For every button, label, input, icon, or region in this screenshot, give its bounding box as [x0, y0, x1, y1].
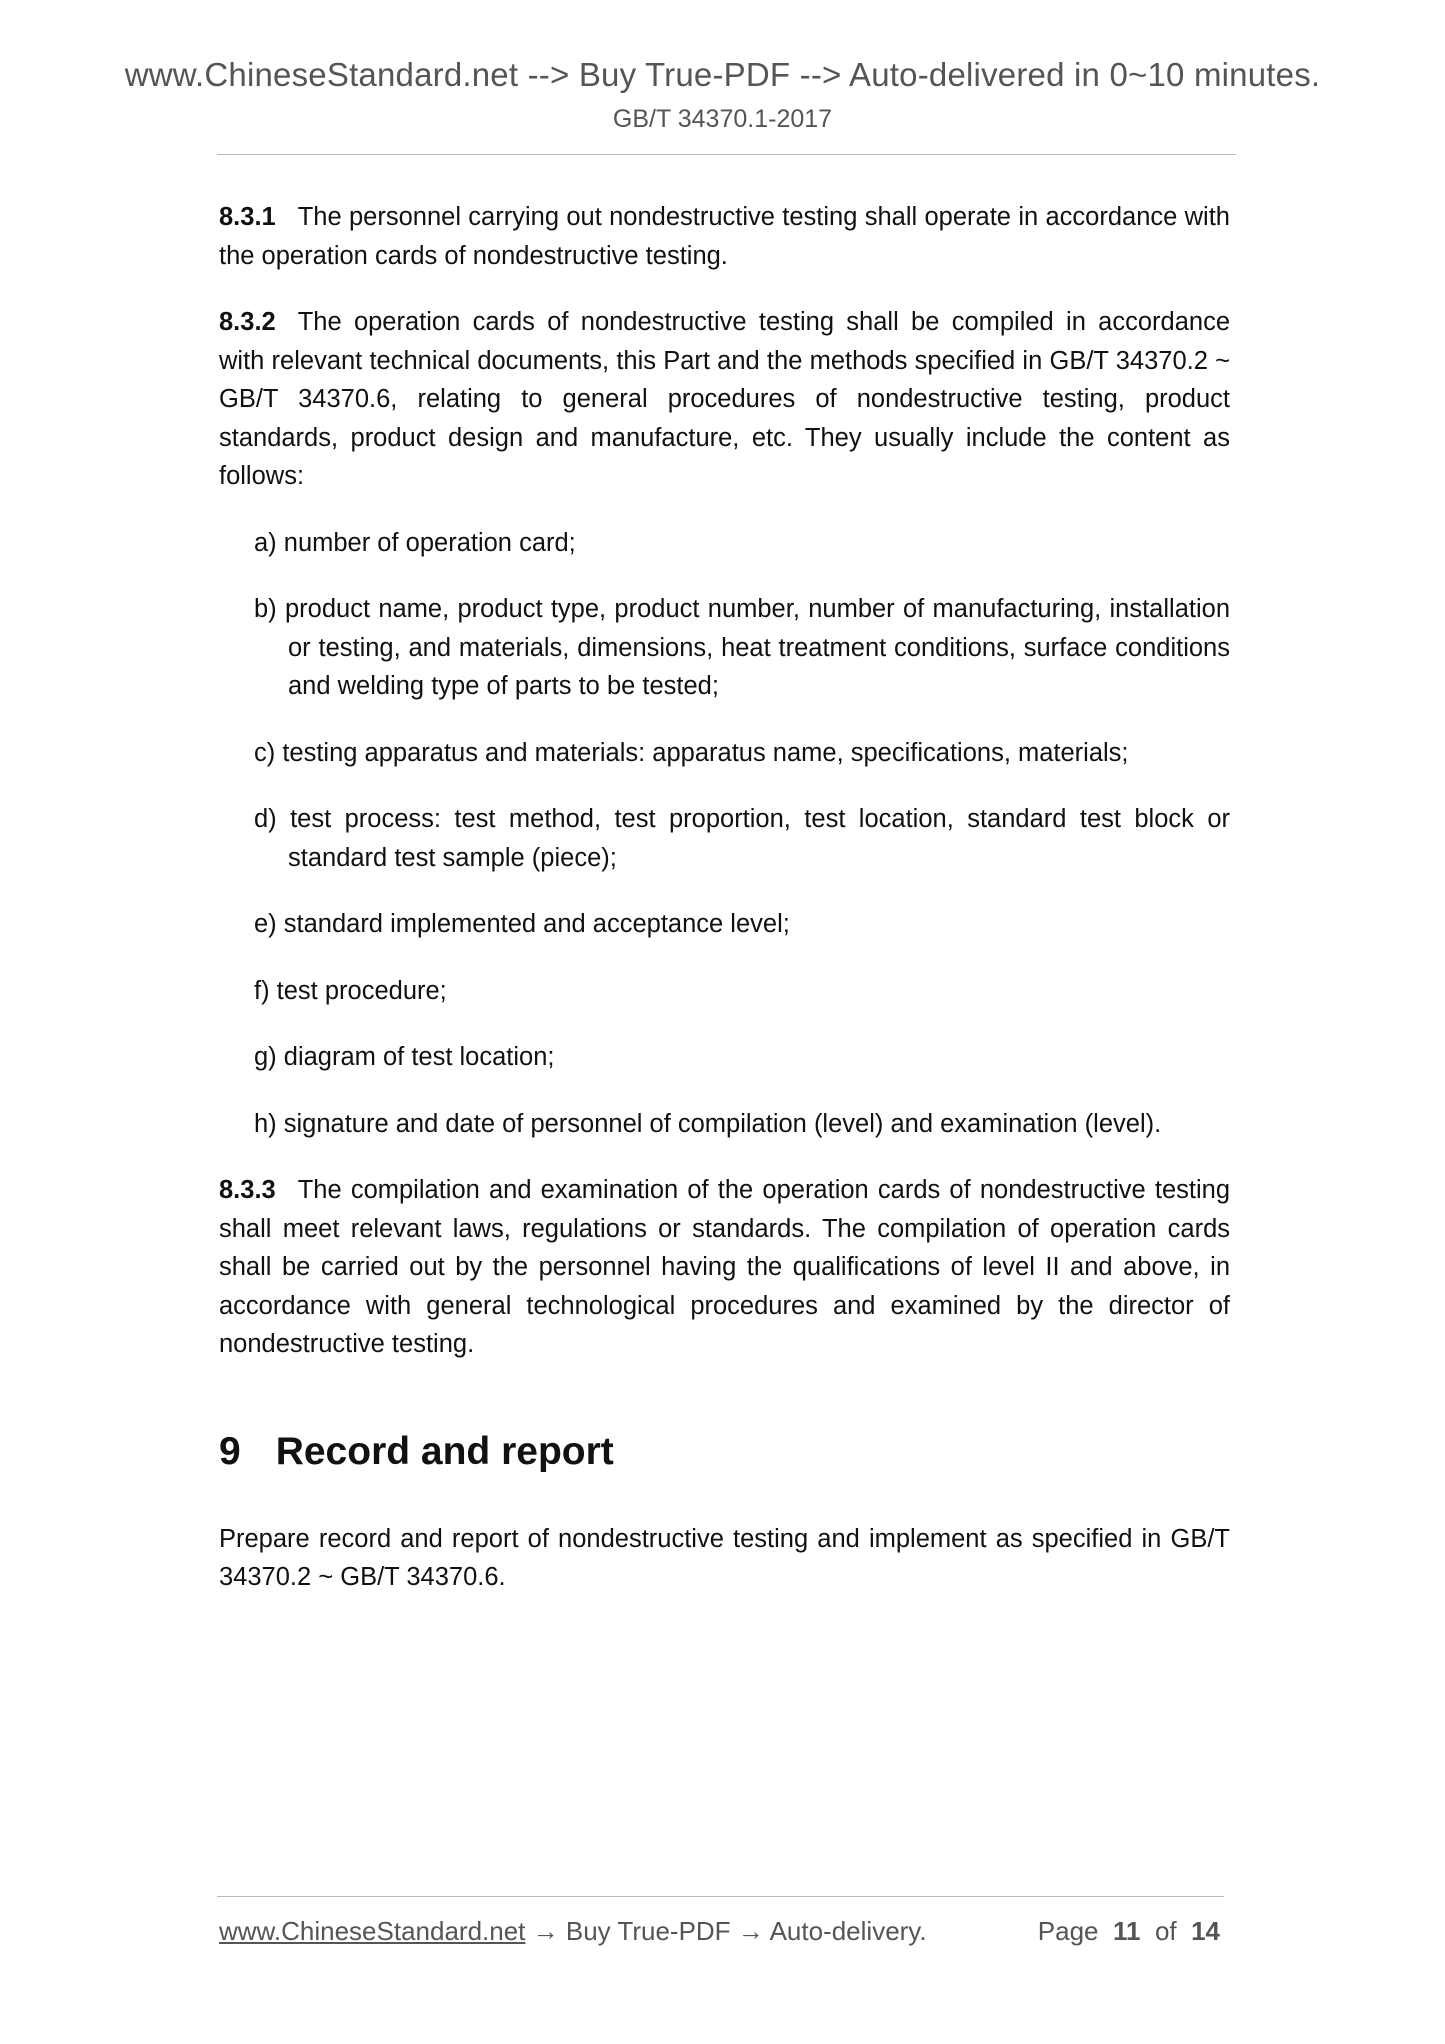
section-title: Record and report [275, 1429, 614, 1473]
clause-8-3-3 [219, 1171, 1230, 1364]
clause-number: 8.3.3 [219, 1176, 276, 1204]
section-9-heading [219, 1428, 1230, 1476]
operation-card-content-list [219, 524, 1230, 1144]
header-divider [217, 154, 1236, 155]
list-item: d) test process: test method, test proportion, test location, standard test block or standard test sample (piece); [254, 805, 1230, 872]
standard-code: GB/T 34370.1-2017 [612, 105, 833, 133]
clause-text: The operation cards of nondestructive testing shall be compiled in accordance with relevant technical documents, this Part and the methods specified in GB/T 34370.2 ~ GB/T 34370.6, relating to general procedures of nondestructive testing, product standards, product design and manufacture, etc. They usually include the content as follows: [219, 308, 1230, 490]
clause-8-3-2 [219, 303, 1230, 496]
section-9-text: Prepare record and report of nondestructive testing and implement as specified in GB/T 34370.2 ~ GB/T 34370.6. [219, 1524, 1230, 1591]
footer-divider [217, 1896, 1224, 1897]
footer-site-link[interactable]: www.ChineseStandard.net [219, 1916, 526, 1946]
list-item: f) test procedure; [254, 976, 447, 1005]
clause-8-3-1 [219, 198, 1230, 275]
clause-number: 8.3.1 [219, 203, 276, 231]
list-item: b) product name, product type, product number, number of manufacturing, installation or testing, and materials, dimensions, heat treatment conditions, surface conditions and welding type of parts to be tested; [254, 595, 1230, 700]
document-body [219, 198, 1230, 1625]
page-total: 14 [1191, 1916, 1220, 1946]
clause-text: The compilation and examination of the operation cards of nondestructive testing shall meet relevant laws, regulations or standards. The compilation of operation cards shall be carried out by the personnel having the qualifications of level II and above, in accordance with general technological procedures and examined by the director of nondestructive testing. [219, 1176, 1230, 1358]
page-indicator [1038, 1916, 1220, 1947]
page-footer [219, 1916, 1224, 1947]
page-of-label: of [1154, 1916, 1177, 1946]
list-item: a) number of operation card; [254, 528, 576, 557]
page-label: Page [1037, 1916, 1099, 1946]
list-item: c) testing apparatus and materials: apparatus name, specifications, materials; [254, 738, 1129, 767]
section-number: 9 [219, 1429, 241, 1473]
list-item: g) diagram of test location; [254, 1043, 555, 1071]
list-item: e) standard implemented and acceptance level; [254, 910, 790, 938]
clause-number: 8.3.2 [219, 308, 276, 336]
header-banner: www.ChineseStandard.net --> Buy True-PDF --> Auto-delivered in 0~10 minutes. [124, 56, 1321, 93]
list-item: h) signature and date of personnel of compilation (level) and examination (level). [254, 1109, 1162, 1138]
page-current: 11 [1112, 1916, 1141, 1946]
clause-text: The personnel carrying out nondestructive testing shall operate in accordance with the operation cards of nondestructive testing. [219, 203, 1230, 270]
footer-tagline: → Buy True-PDF → Auto-delivery. [525, 1916, 927, 1946]
